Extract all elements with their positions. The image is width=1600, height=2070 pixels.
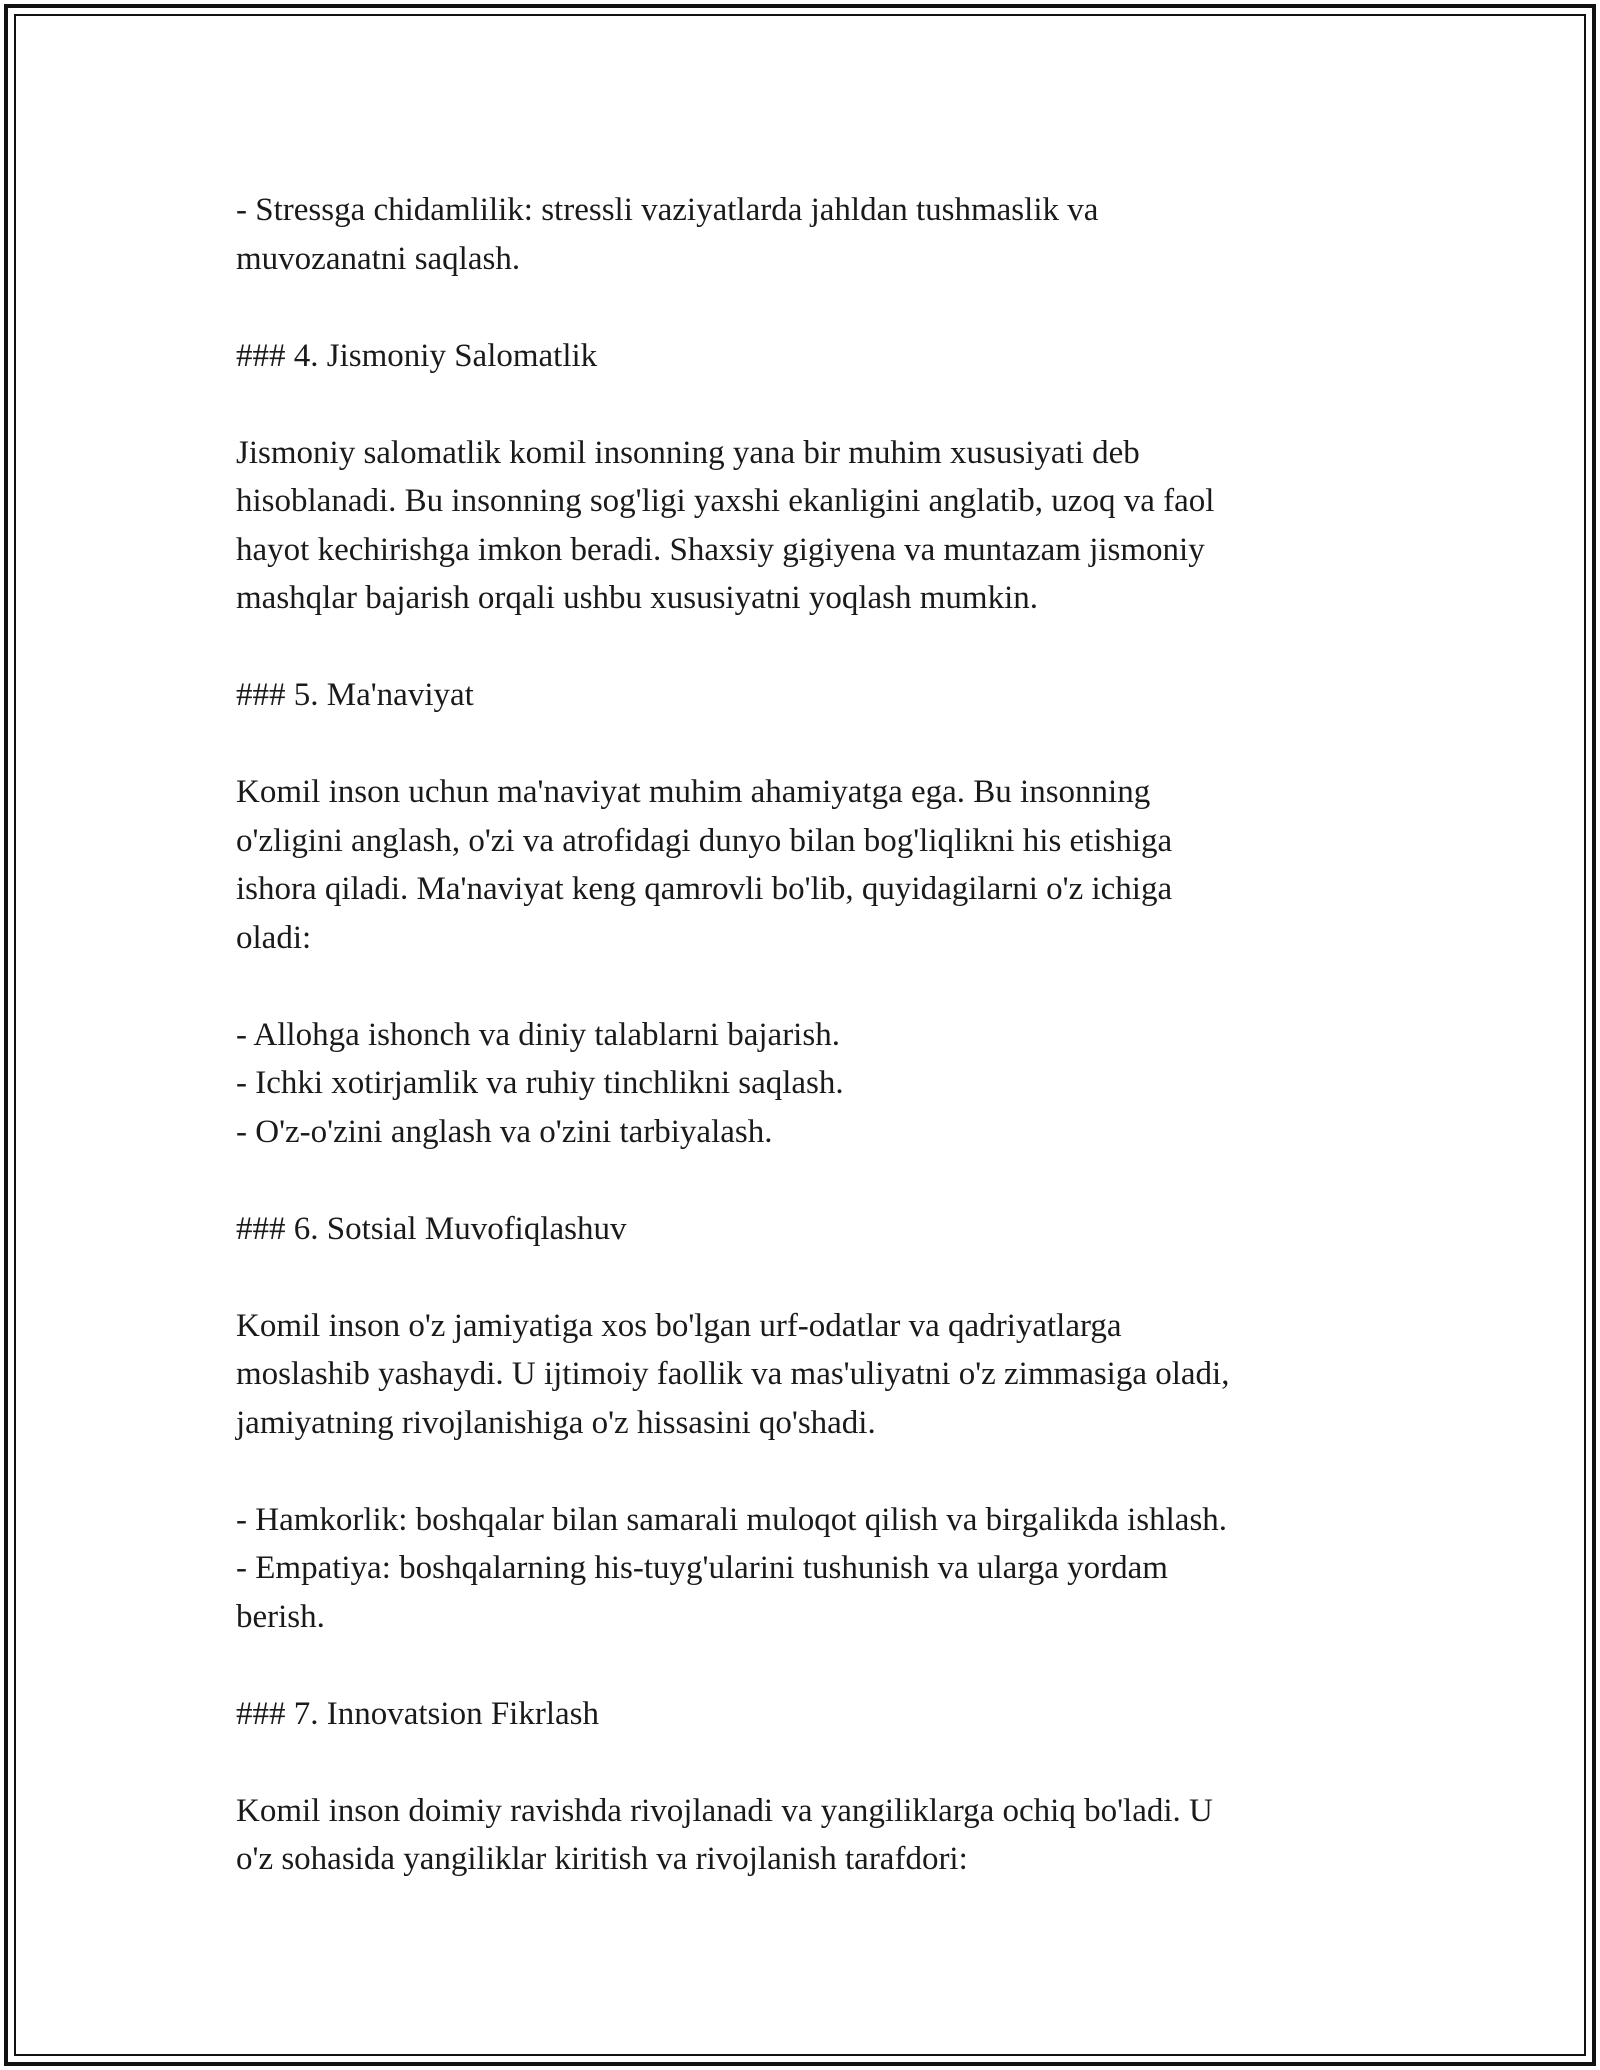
paragraph-social-adaptation [236, 1302, 1376, 1448]
list-item: - Ichki xotirjamlik va ruhiy tinchlikni saqlash. [236, 1065, 844, 1101]
heading-section-5: ### 5. Ma'naviyat [236, 677, 474, 713]
paragraph-line: Komil inson doimiy ravishda rivojlanadi va yangiliklarga ochiq bo'ladi. U [236, 1792, 1213, 1829]
spacer [236, 1738, 1376, 1787]
paragraph-line: hayot kechirishga imkon beradi. Shaxsiy gigiyena va muntazam jismoniy [236, 531, 1205, 568]
spacer [236, 1641, 1376, 1690]
paragraph-line: mashqlar bajarish orqali ushbu xususiyatni yoqlash mumkin. [236, 580, 1038, 616]
paragraph-spirituality [236, 768, 1376, 962]
paragraph-line: Jismoniy salomatlik komil insonning yana bir muhim xususiyati deb [236, 434, 1140, 471]
paragraph-line: oladi: [236, 919, 312, 956]
list-item-line: muvozanatni saqlash. [236, 240, 521, 277]
spacer [236, 1447, 1376, 1496]
paragraph-line: hisoblanadi. Bu insonning sog'ligi yaxshi ekanligini anglatib, uzoq va faol [236, 483, 1215, 519]
document-body [236, 186, 1376, 1884]
paragraph-line: Komil inson o'z jamiyatiga xos bo'lgan urf-odatlar va qadriyatlarga [236, 1307, 1122, 1344]
list-item: - Hamkorlik: boshqalar bilan samarali muloqot qilish va birgalikda ishlash. [236, 1501, 1228, 1538]
spacer [236, 1156, 1376, 1205]
spacer [236, 623, 1376, 672]
list-spirituality [236, 1011, 1376, 1157]
spacer [236, 283, 1376, 332]
heading-section-4: ### 4. Jismoniy Salomatlik [236, 337, 598, 374]
heading-section-7: ### 7. Innovatsion Fikrlash [236, 1695, 599, 1732]
paragraph-line: moslashib yashaydi. U ijtimoiy faollik va mas'uliyatni o'z zimmasiga oladi, [236, 1356, 1230, 1392]
heading-section-6: ### 6. Sotsial Muvofiqlashuv [236, 1210, 627, 1247]
list-item: - Empatiya: boshqalarning his-tuyg'ularini tushunish va ularga yordam [236, 1550, 1168, 1586]
list-stress-resilience [236, 186, 1376, 283]
paragraph-line: o'z sohasida yangiliklar kiritish va rivojlanish tarafdori: [236, 1841, 968, 1877]
list-social [236, 1496, 1376, 1642]
list-item-continuation: berish. [236, 1598, 325, 1635]
spacer [236, 720, 1376, 769]
paragraph-line: jamiyatning rivojlanishiga o'z hissasini qo'shadi. [236, 1404, 876, 1441]
list-item-line: - Stressga chidamlilik: stressli vaziyatlarda jahldan tushmaslik va [236, 192, 1099, 228]
paragraph-physical-health [236, 429, 1376, 623]
spacer [236, 962, 1376, 1011]
paragraph-line: o'zligini anglash, o'zi va atrofidagi dunyo bilan bog'liqlikni his etishiga [236, 822, 1173, 859]
spacer [236, 1253, 1376, 1302]
list-item: - Allohga ishonch va diniy talablarni bajarish. [236, 1016, 840, 1053]
paragraph-innovative-thinking [236, 1787, 1376, 1884]
paragraph-line: Komil inson uchun ma'naviyat muhim ahamiyatga ega. Bu insonning [236, 774, 1151, 810]
list-item: - O'z-o'zini anglash va o'zini tarbiyalash. [236, 1113, 773, 1150]
paragraph-line: ishora qiladi. Ma'naviyat keng qamrovli bo'lib, quyidagilarni o'z ichiga [236, 871, 1173, 907]
spacer [236, 380, 1376, 429]
